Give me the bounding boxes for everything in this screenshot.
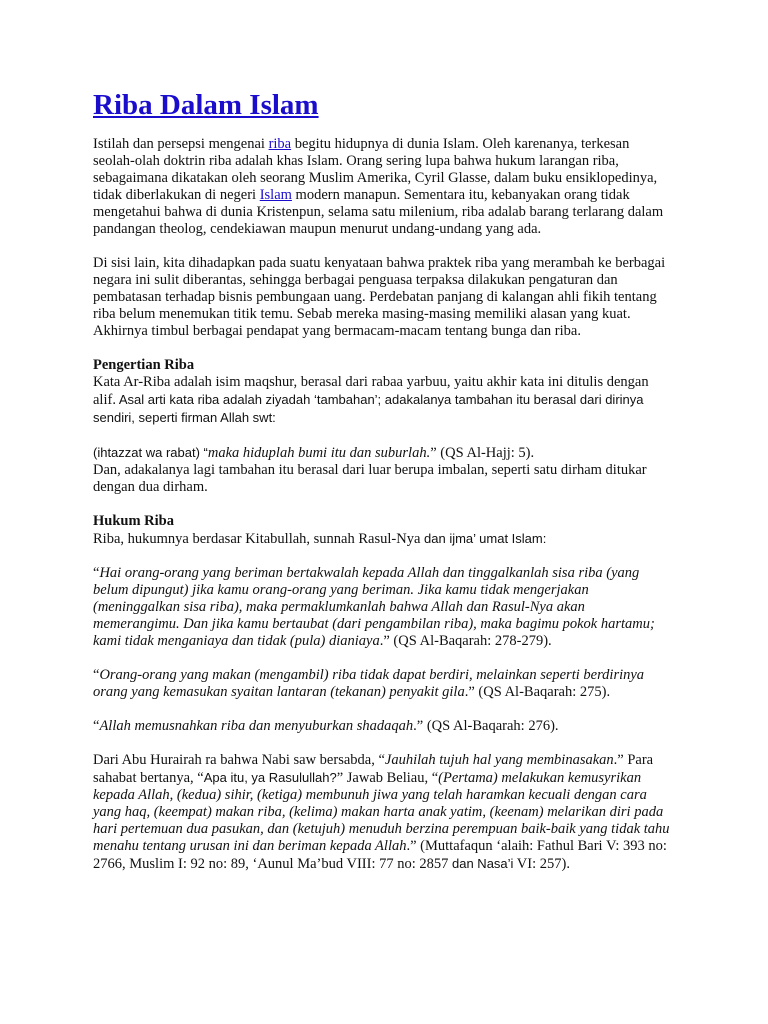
pengertian-heading: Pengertian Riba — [93, 357, 195, 373]
page-title[interactable]: Riba Dalam Islam — [93, 89, 319, 121]
hukum-heading: Hukum Riba — [93, 513, 174, 529]
pengertian-paragraph: Kata Ar-Riba adalah isim maqshur, berasal dari rabaa yarbuu, yaitu akhir kata ini ditulis dengan alif. Asal arti kata riba adalah ziyadah ‘tambahan’; adakalanya tambahan itu berasal dari dirinya sendiri, seperti firman Allah swt: — [93, 374, 649, 425]
hadith-paragraph: Dari Abu Hurairah ra bahwa Nabi saw bersabda, “Jauhilah tujuh hal yang membinasakan.” Para sahabat bertanya, “Apa itu, ya Rasulullah?” Jawab Beliau, “(Pertama) melakukan kemusyrikan kepada Allah, (kedua) sihir, (ketiga) membunuh jiwa yang telah haramkan kecuali dengan cara yang haq, (keempat) makan riba, (kelima) makan harta anak yatim, (keenam) melarikan diri pada hari pertemuan dua pasukan, dan (ketujuh) menuduh berzina perempuan baik-baik yang tidak tahu menahu tentang urusan ini dan beriman kepada Allah.” (Muttafaqun ‘alaih: Fathul Bari V: 393 no: 2766, Muslim I: 92 no: 89, ‘Aunul Ma’bud VIII: 77 no: 2857 dan Nasa’i VI: 257). — [93, 752, 670, 872]
pengertian-paragraph-2: Dan, adakalanya lagi tambahan itu berasal dari luar berupa imbalan, seperti satu dirham ditukar dengan dua dirham. — [93, 462, 647, 495]
hukum-intro: Riba, hukumnya berdasar Kitabullah, sunnah Rasul-Nya dan ijma’ umat Islam: — [93, 531, 547, 547]
baqarah-276-quote: “Allah memusnahkan riba dan menyuburkan shadaqah.” (QS Al-Baqarah: 276). — [93, 718, 559, 734]
hajj-quote: (ihtazzat wa rabat) “maka hiduplah bumi itu dan suburlah.” (QS Al-Hajj: 5). — [93, 445, 535, 461]
islam-link[interactable]: Islam — [259, 187, 292, 203]
document-page — [93, 88, 673, 873]
intro-paragraph: Istilah dan persepsi mengenai riba begitu hidupnya di dunia Islam. Oleh karenanya, terkesan seolah-olah doktrin riba adalah khas Islam. Orang sering lupa bahwa hukum larangan riba, sebagaimana dikatakan oleh seorang Muslim Amerika, Cyril Glasse, dalam buku ensiklopedinya, tidak diberlakukan di negeri Islam modern manapun. Sementara itu, kebanyakan orang tidak mengetahui bahwa di dunia Kristenpun, selama satu milenium, riba adalab barang terlarang dalam pandangan theolog, cendekiawan maupun menurut undang-undang yang ada. — [93, 136, 664, 237]
baqarah-278-quote: “Hai orang-orang yang beriman bertakwalah kepada Allah dan tinggalkanlah sisa riba (yang belum dipungut) jika kamu orang-orang yang beriman. Jika kamu tidak mengerjakan (meninggalkan sisa riba), maka permaklumkanlah bahwa Allah dan Rasul-Nya akan memerangimu. Dan jika kamu bertaubat (dari pengambilan riba), maka bagimu pokok hartamu; kami tidak menganiaya dan tidak (pula) dianiaya.” (QS Al-Baqarah: 278-279). — [93, 565, 655, 649]
baqarah-275-quote: “Orang-orang yang makan (mengambil) riba tidak dapat berdiri, melainkan seperti berdirinya orang yang kemasukan syaitan lantaran (tekanan) penyakit gila.” (QS Al-Baqarah: 275). — [93, 667, 645, 700]
riba-link[interactable]: riba — [268, 136, 292, 152]
second-paragraph: Di sisi lain, kita dihadapkan pada suatu kenyataan bahwa praktek riba yang merambah ke berbagai negara ini sulit diberantas, sehingga berbagai penguasa terpaksa dilakukan pengaturan dan pembatasan terhadap bisnis pembungaan uang. Perdebatan panjang di kalangan ahli fikih tentang riba belum menemukan titik temu. Sebab mereka masing-masing memiliki alasan yang kuat. Akhirnya timbul berbagai pendapat yang bermacam-macam tentang bunga dan riba. — [93, 255, 666, 339]
